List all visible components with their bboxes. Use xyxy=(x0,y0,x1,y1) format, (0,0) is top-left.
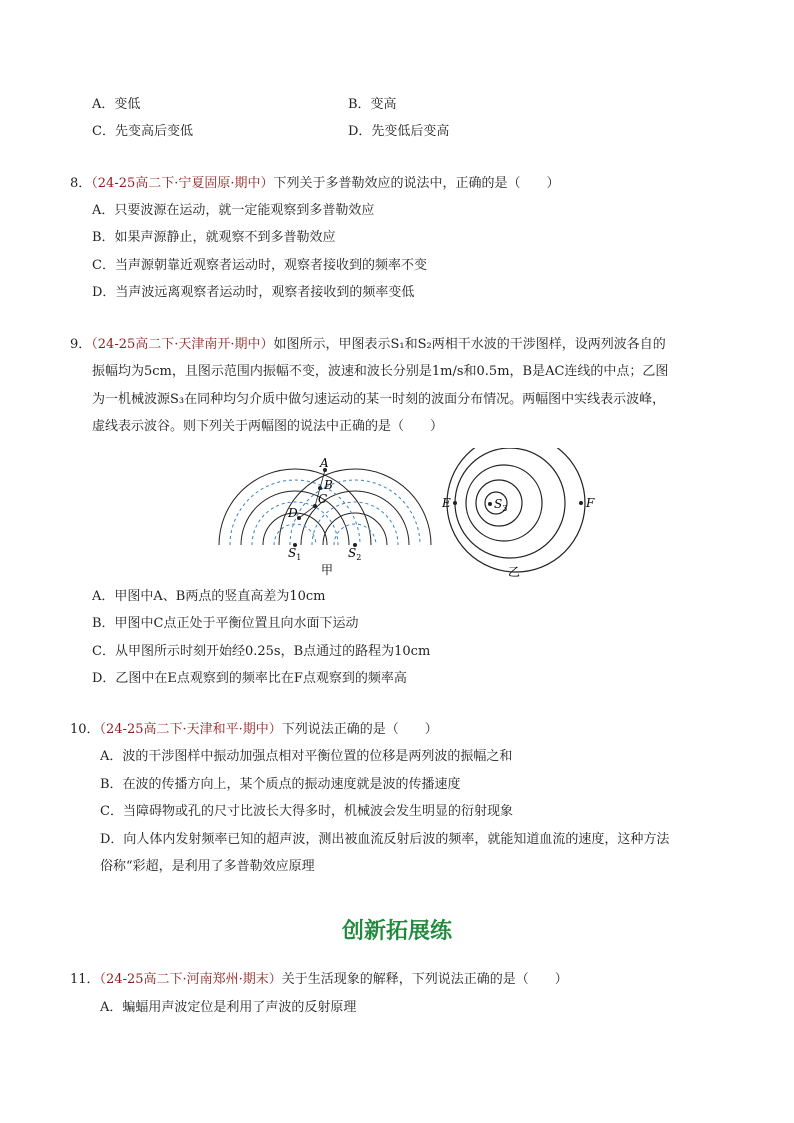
label-e: E xyxy=(442,496,451,510)
q10-number: 10． xyxy=(70,722,100,737)
q10-option-d-continued: 俗称“彩超，是利用了多普勒效应原理 xyxy=(100,859,315,874)
q7-option-b: B．变高 xyxy=(348,97,397,112)
q7-option-c: C．先变高后变低 xyxy=(92,124,193,139)
q9-stem-line-1 xyxy=(70,336,666,354)
q9-stem-line-3: 为一机械波源S₃在同种均匀介质中做匀速运动的某一时刻的波面分布情况。两幅图中实线表示波峰， xyxy=(92,392,666,407)
q9-stem-text-1: 如图所示，甲图表示S₁和S₂两相干水波的干涉图样，设两列波各自的 xyxy=(273,337,666,352)
caption-jia: 甲 xyxy=(321,563,334,577)
label-s3: $S_3$ xyxy=(494,497,508,513)
q9-source: （24-25高二下·天津南开·期中） xyxy=(91,337,274,352)
q8-option-d: D．当声波远离观察者运动时，观察者接收到的频率变低 xyxy=(92,285,415,300)
q8-number: 8． xyxy=(70,176,92,191)
caption-yi: 乙 xyxy=(508,565,521,579)
q9-stem-line-4: 虚线表示波谷。则下列关于两幅图的说法中正确的是（ ） xyxy=(92,419,444,434)
q8-stem xyxy=(70,175,560,193)
q9-stem-line-2: 振幅均为5cm，且图示范围内振幅不变，波速和波长分别是1m/s和0.5m，B是AC连线的中点；乙图 xyxy=(92,364,669,379)
q10-option-c: C．当障碍物或孔的尺寸比波长大得多时，机械波会发生明显的衍射现象 xyxy=(100,804,513,819)
label-f: F xyxy=(586,496,595,510)
q10-option-d: D．向人体内发射频率已知的超声波，测出被血流反射后波的频率，就能知道血流的速度，这种方法 xyxy=(100,832,670,847)
q9-figure xyxy=(200,448,610,588)
doppler-wavefronts xyxy=(447,448,585,572)
label-b: B xyxy=(324,478,333,492)
q11-source: （24-25高二下·河南郑州·期末） xyxy=(99,972,282,987)
q11-option-a: A．蝙蝠用声波定位是利用了声波的反射原理 xyxy=(100,1000,357,1015)
q10-option-a: A．波的干涉图样中振动加强点相对平衡位置的位移是两列波的振幅之和 xyxy=(100,749,513,764)
label-s2: $S_2$ xyxy=(348,546,362,562)
q8-option-a: A．只要波源在运动，就一定能观察到多普勒效应 xyxy=(92,203,375,218)
point-f xyxy=(579,501,583,505)
q9-number: 9． xyxy=(70,337,92,352)
label-c: C xyxy=(318,492,328,506)
q8-question: 下列关于多普勒效应的说法中，正确的是（ ） xyxy=(273,176,560,191)
point-e xyxy=(453,501,457,505)
q9-option-c: C．从甲图所示时刻开始经0.25s，B点通过的路程为10cm xyxy=(92,644,431,659)
q11-stem xyxy=(70,971,568,989)
label-a: A xyxy=(320,456,329,470)
label-d: D xyxy=(288,506,298,520)
q9-option-b: B．甲图中C点正处于平衡位置且向水面下运动 xyxy=(92,616,359,631)
q10-source: （24-25高二下·天津和平·期中） xyxy=(99,722,282,737)
q11-number: 11． xyxy=(70,972,100,987)
q11-question: 关于生活现象的解释，下列说法正确的是（ ） xyxy=(281,972,568,987)
label-s1: $S_1$ xyxy=(288,546,302,562)
section-title: 创新拓展练 xyxy=(341,919,452,944)
q9-option-d: D．乙图中在E点观察到的频率比在F点观察到的频率高 xyxy=(92,671,407,686)
q10-option-b: B．在波的传播方向上，某个质点的振动速度就是波的传播速度 xyxy=(100,777,461,792)
q10-stem xyxy=(70,721,438,739)
q9-option-a: A．甲图中A、B两点的竖直高差为10cm xyxy=(92,589,326,604)
q8-option-b: B．如果声源静止，就观察不到多普勒效应 xyxy=(92,230,336,245)
source-s3-point xyxy=(488,502,492,506)
q8-option-c: C．当声源朝靠近观察者运动时，观察者接收到的频率不变 xyxy=(92,258,427,273)
q7-option-d: D．先变低后变高 xyxy=(348,124,450,139)
q7-option-a: A．变低 xyxy=(92,97,141,112)
q10-question: 下列说法正确的是（ ） xyxy=(281,722,438,737)
q8-source: （24-25高二下·宁夏固原·期中） xyxy=(91,176,274,191)
